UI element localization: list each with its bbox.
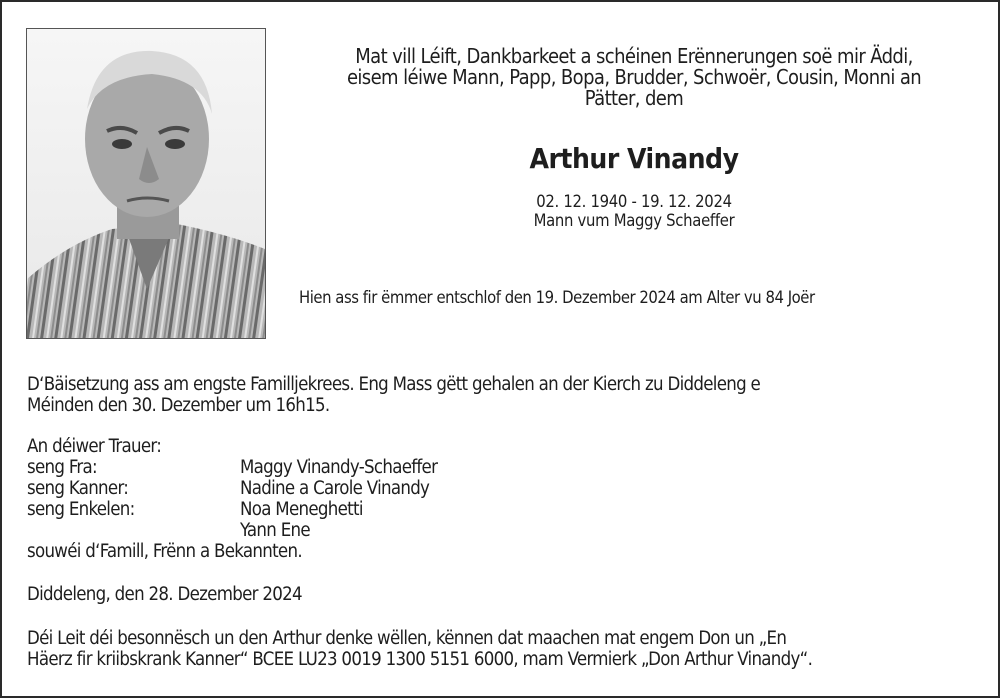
donation-line: Déi Leit déi besonnësch un den Arthur denke wëllen, kënnen dat maachen mat engem Don un „En xyxy=(27,628,787,649)
mourner-relation: seng Kanner: xyxy=(27,478,129,499)
place-date: Diddeleng, den 28. Dezember 2024 xyxy=(27,584,302,605)
mourner-row xyxy=(27,520,437,541)
intro-text xyxy=(284,46,984,109)
death-statement: Hien ass fir ëmmer entschlof den 19. Dezember 2024 am Alter vu 84 Joër xyxy=(299,288,815,307)
intro-line: eisem léiwe Mann, Papp, Bopa, Brudder, Schwoër, Cousin, Monni an xyxy=(346,65,922,89)
mourners-closing: souwéi d‘Famill, Frënn a Bekannten. xyxy=(27,541,302,562)
donation-notice xyxy=(27,628,812,670)
mourner-names: Nadine a Carole Vinandy xyxy=(240,478,430,499)
portrait-image xyxy=(27,29,265,338)
funeral-line: D‘Bäisetzung ass am engste Familljekrees. Eng Mass gëtt gehalen an der Kierch zu Diddeleng e xyxy=(27,374,761,395)
deceased-name: Arthur Vinandy xyxy=(529,142,739,175)
intro-line: Pätter, dem xyxy=(584,86,684,110)
mourner-names: Maggy Vinandy-Schaeffer xyxy=(240,457,438,478)
mourner-row xyxy=(27,499,437,520)
intro-line: Mat vill Léift, Dankbarkeet a schéinen Erënnerungen soë mir Äddi, xyxy=(355,44,913,68)
funeral-line: Méinden den 30. Dezember um 16h15. xyxy=(27,395,330,416)
life-dates-block xyxy=(484,192,784,230)
mourner-relation: seng Fra: xyxy=(27,457,97,478)
portrait-photo xyxy=(26,28,266,339)
funeral-notice xyxy=(27,374,760,416)
life-dates: 02. 12. 1940 - 19. 12. 2024 xyxy=(536,192,732,211)
mourner-relation: seng Enkelen: xyxy=(27,499,135,520)
spouse-line: Mann vum Maggy Schaeffer xyxy=(533,211,735,230)
mourner-names: Yann Ene xyxy=(240,520,310,541)
mourner-names: Noa Meneghetti xyxy=(240,499,363,520)
donation-line: Häerz fir kriibskrank Kanner“ BCEE LU23 0019 1300 5151 6000, mam Vermierk „Don Arthur Vinandy“. xyxy=(27,649,813,670)
mourners-list xyxy=(27,436,437,562)
mourner-relation xyxy=(27,520,240,541)
mourner-row xyxy=(27,457,437,478)
mourners-heading: An déiwer Trauer: xyxy=(27,436,162,457)
mourner-row xyxy=(27,478,437,499)
